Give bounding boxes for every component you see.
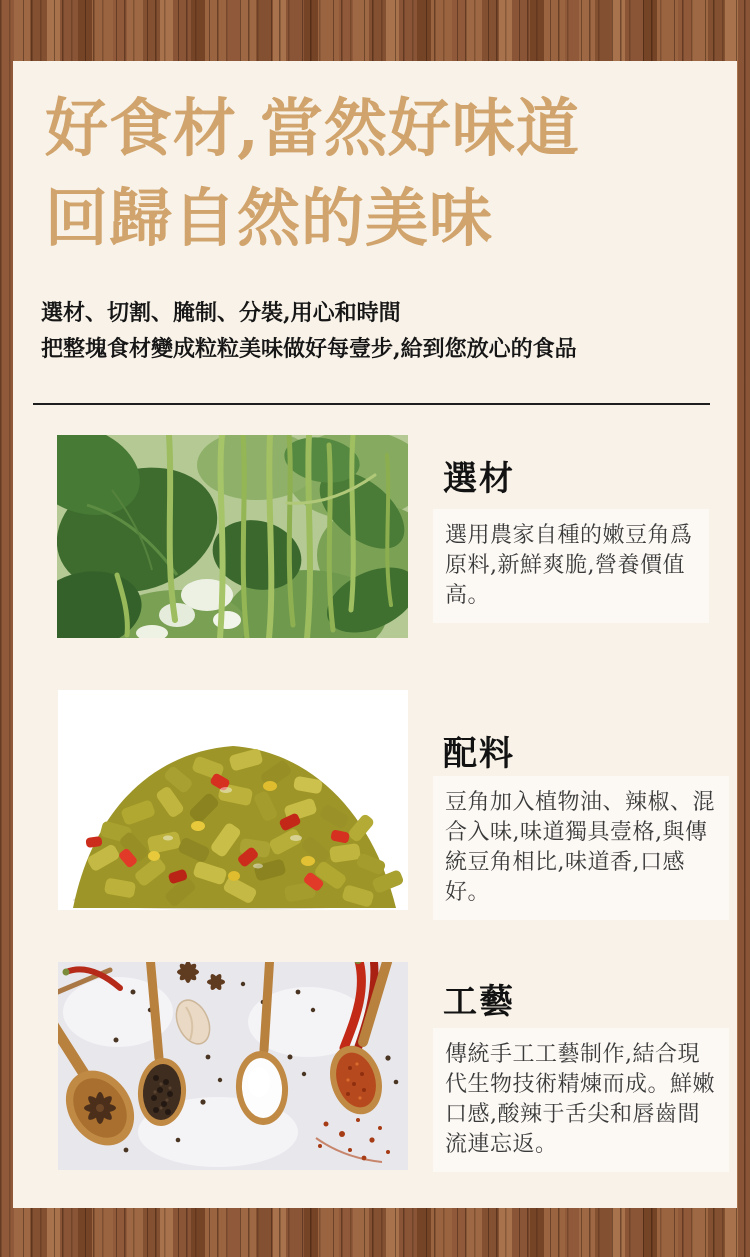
pickled-chopped-beans-photo [58,690,408,910]
section-title: 配料 [443,734,515,774]
horizontal-divider [33,403,710,405]
section-body-text: 傳統手工工藝制作,結合現代生物技術精煉而成。鮮嫩口感,酸辣于舌尖和唇齒間流連忘返。 [433,1028,729,1172]
section-title: 工藝 [443,982,515,1022]
section-title: 選材 [443,459,515,499]
section-craftsmanship [13,962,737,1170]
section-body-text: 豆角加入植物油、辣椒、混合入味,味道獨具壹格,與傳統豆角相比,味道香,口感好。 [433,776,729,920]
hero-title-line2: 回歸自然的美味 [45,181,493,255]
section-ingredients [13,690,737,910]
hero-subtitle-line1: 選材、切割、腌制、分裝,用心和時間 [41,300,401,326]
section-material-selection [13,435,737,638]
hero-subtitle-line2: 把整塊食材變成粒粒美味做好每壹步,給到您放心的食品 [41,336,577,362]
hero-title-line1: 好食材,當然好味道 [45,91,580,165]
spice-spoons-photo [58,962,408,1170]
content-panel [13,61,737,1208]
bean-plants-photo [57,435,408,638]
section-body-text: 選用農家自種的嫩豆角爲原料,新鮮爽脆,營養價值高。 [433,509,709,623]
